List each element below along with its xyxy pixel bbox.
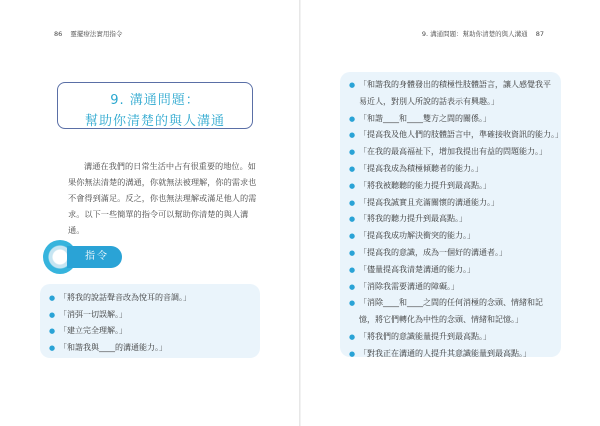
- list-item: ● 「和諧____和____雙方之間的關係。」: [348, 111, 561, 128]
- bullet-dot-icon: ●: [349, 232, 356, 241]
- right-commands-box: [340, 72, 561, 357]
- list-item: ● 「將我的說話聲音改為悅耳的音調。」: [48, 290, 260, 307]
- list-item: ● 「提高我誠實且充滿關懷的溝通能力。」: [348, 195, 561, 212]
- list-item: ● 「提高我成功解決衝突的能力。」: [348, 228, 561, 245]
- left-commands-box: [40, 284, 260, 358]
- left-header: [48, 29, 122, 38]
- bullet-dot-icon: ●: [349, 349, 356, 358]
- list-item: ● 「將我們的意識能量提升到最高點。」: [348, 329, 561, 346]
- right-header: [422, 29, 550, 38]
- bullet-dot-icon: ●: [349, 164, 356, 173]
- intro-text: 溝通在我們的日常生活中占有很重要的地位。如果你無法清楚的溝通，你就無法被理解，你的需求也不會得到滿足。反之，你也無法理解或滿足他人的需求。以下一些簡單的指令可以幫助你清楚的與人溝通。: [68, 161, 257, 235]
- chapter-running-title: 9. 溝通問題：幫助你清楚的與人溝通: [421, 30, 528, 38]
- list-item: ● 「消除____和____之間的任何消極的念頭、情緒和記憶，將它們轉化為中性的念頭、情緒和記憶。」: [348, 295, 555, 329]
- right-page: [300, 0, 600, 426]
- right-page-number: 87: [535, 30, 544, 38]
- bullet-dot-icon: ●: [49, 310, 56, 319]
- bullet-dot-icon: ●: [349, 114, 356, 123]
- intro-paragraph: [68, 158, 258, 238]
- bullet-dot-icon: ●: [349, 248, 356, 257]
- bullet-dot-icon: ●: [49, 327, 56, 335]
- bullet-dot-icon: ●: [349, 299, 356, 308]
- bullet-dot-icon: ●: [349, 215, 356, 224]
- commands-section-label: [43, 240, 135, 274]
- list-item: ● 「和諧我的身體發出的積極性肢體語言，讓人感覺我平易近人，對別人所說的話表示有興趣。」: [348, 77, 555, 111]
- book-title: 靈擺療法實用指令: [70, 30, 123, 38]
- list-item: ● 「對我正在溝通的人提升其意識能量到最高點。」: [348, 346, 561, 363]
- bullet-dot-icon: ●: [349, 332, 356, 341]
- list-item: ● 「儘量提高我清楚溝通的能力。」: [348, 262, 561, 279]
- list-item: ● 「將我的聽力提升到最高點。」: [348, 211, 561, 228]
- list-item: ● 「將我被聽聽的能力提升到最高點。」: [348, 178, 561, 195]
- section-label-text: 指令: [67, 246, 122, 268]
- bullet-dot-icon: ●: [349, 81, 356, 89]
- list-item: ● 「消弭一切誤解。」: [48, 307, 260, 324]
- bullet-dot-icon: ●: [349, 265, 356, 274]
- bullet-dot-icon: ●: [349, 181, 356, 190]
- bullet-dot-icon: ●: [349, 198, 356, 207]
- list-item: ● 「提高我的意識，成為一個好的溝通者。」: [348, 245, 561, 262]
- bullet-dot-icon: ●: [349, 282, 356, 291]
- bullet-dot-icon: ●: [49, 294, 56, 302]
- chapter-title-line1: 9. 溝通問題：: [110, 93, 200, 108]
- chapter-title-box: [57, 82, 253, 129]
- chapter-title-line2: 幫助你清楚的與人溝通: [84, 114, 225, 129]
- list-item: ● 「提高我及他人們的肢體語言中，準確接收資訊的能力。」: [348, 127, 561, 144]
- list-item: ● 「在我的最高福祉下，增加我提出有益的問題能力。」: [348, 144, 561, 161]
- bullet-dot-icon: ●: [349, 131, 356, 140]
- list-item: ● 「和諧我與____的溝通能力。」: [48, 340, 260, 357]
- left-page-number: 86: [54, 30, 63, 38]
- list-item: ● 「消除我需要溝通的障礙。」: [348, 279, 561, 296]
- list-item: ● 「提高我成為積極傾聽者的能力。」: [348, 161, 561, 178]
- list-item: ● 「建立完全理解。」: [48, 323, 260, 340]
- bullet-dot-icon: ●: [349, 148, 356, 157]
- bullet-dot-icon: ●: [49, 343, 56, 352]
